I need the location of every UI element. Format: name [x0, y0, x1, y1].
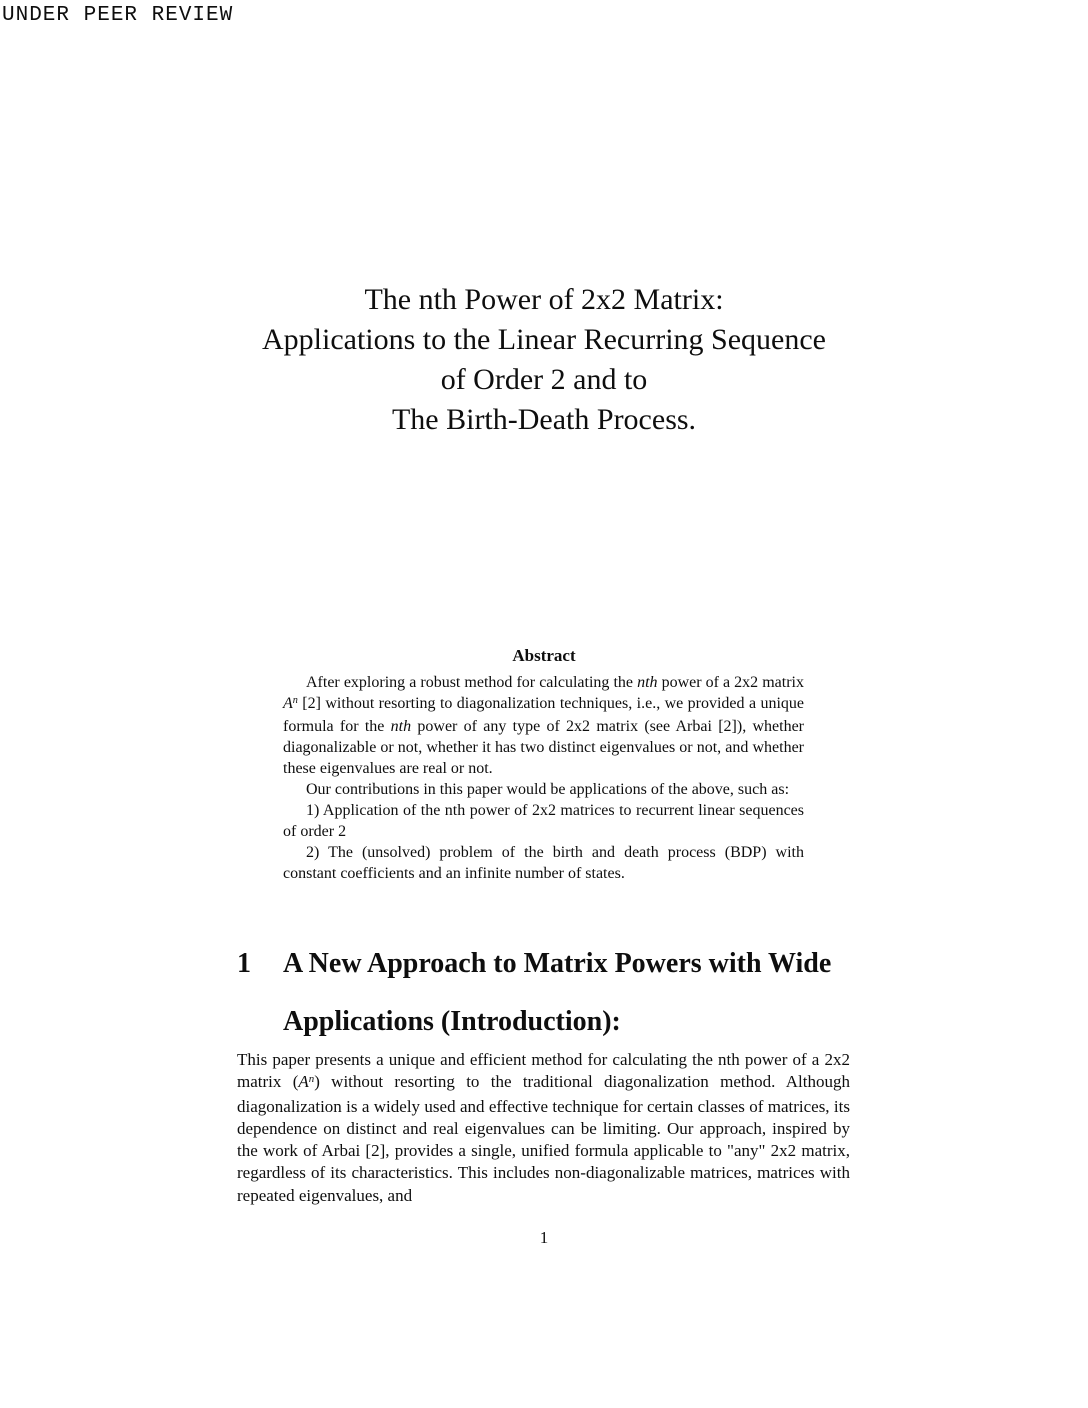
paper-title-line-3: of Order 2 and to — [440, 363, 648, 396]
abstract-paragraph-3: 1) Application of the nth power of 2x2 matrices to recurrent linear sequences of order 2 — [283, 802, 804, 840]
abstract-paragraph-2: Our contributions in this paper would be applications of the above, such as: — [306, 781, 790, 798]
abstract-paragraph-4: 2) The (unsolved) problem of the birth and death process (BDP) with constant coefficients and an infinite number of states. — [283, 844, 804, 882]
introduction-paragraph: This paper presents a unique and efficient method for calculating the nth power of a 2x2 matrix $(A^n)$ without resorting to the traditional diagonalization method. Although diagonalization is a widely used and effective technique for certain classes of matrices, its dependence on distinct and real eigenvalues can be limiting. Our approach, inspired by the work of Arbai [2], provides a single, unified formula applicable to "any" 2x2 matrix, regardless of its characteristics. This includes non-diagonalizable matrices, matrices with repeated eigenvalues, and — [237, 1050, 850, 1205]
page-number: 1 — [539, 1228, 549, 1247]
section-1-heading — [237, 946, 877, 1040]
paper-title — [0, 280, 1088, 440]
section-title-line-1: A New Approach to Matrix Powers with Wide — [283, 948, 832, 979]
abstract-body — [283, 672, 804, 884]
abstract-heading: Abstract — [512, 646, 576, 665]
abstract-paragraph-1: After exploring a robust method for calculating the nth power of a 2x2 matrix $A^n$ [2] without resorting to diagonalization techniques, i.e., we provided a unique formula for the nth power of any type of 2x2 matrix (see Arbai [2]), whether diagonalizable or not, whether it has two distinct eigenvalues or not, and whether these eigenvalues are real or not. — [283, 674, 805, 777]
paper-title-line-1: The nth Power of 2x2 Matrix: — [364, 283, 724, 316]
section-title — [283, 946, 877, 1040]
paper-title-line-2: Applications to the Linear Recurring Sequence — [262, 323, 826, 356]
peer-review-banner: UNDER PEER REVIEW — [2, 4, 234, 27]
section-title-line-2: Applications (Introduction): — [283, 1006, 621, 1037]
section-number: 1 — [237, 948, 251, 979]
paper-title-line-4: The Birth-Death Process. — [391, 403, 697, 436]
